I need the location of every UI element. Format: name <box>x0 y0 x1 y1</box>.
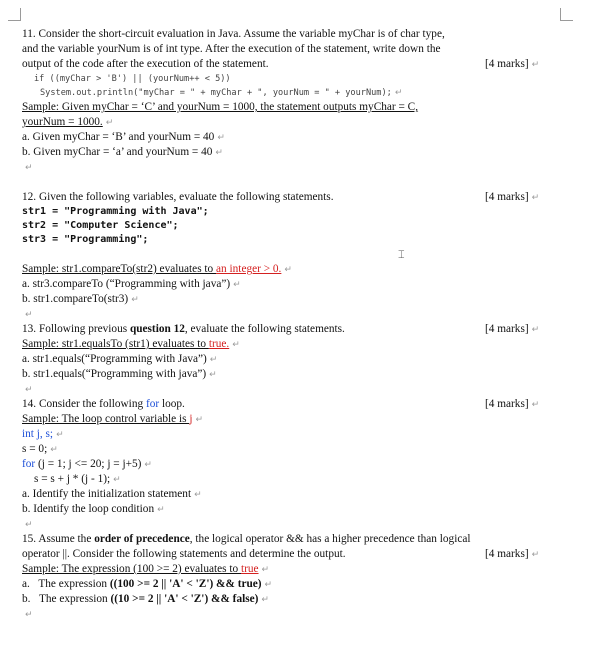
q15-sample: Sample: The expression (100 >= 2) evaluates to true ↵ <box>22 563 270 575</box>
spacer <box>22 175 552 190</box>
paragraph-mark-icon: ↵ <box>394 88 403 98</box>
paragraph-mark-icon: ↵ <box>217 133 225 143</box>
text-cursor-icon: ⌶ <box>398 248 405 261</box>
paragraph-mark-icon: ↵ <box>25 520 33 530</box>
paragraph-mark-icon: ↵ <box>50 445 58 455</box>
q12-code-line-3: str3 = "Programming"; <box>22 234 149 245</box>
paragraph-mark-icon: ↵ <box>25 310 33 320</box>
q12-code-line-1: str1 = "Programming with Java"; <box>22 206 209 217</box>
paragraph-mark-icon: ↵ <box>195 415 204 425</box>
paragraph-mark-icon: ↵ <box>261 595 269 605</box>
q14-code-line-4: s = s + j * (j - 1); ↵ <box>34 473 121 485</box>
document-body <box>22 27 552 622</box>
q12-sample: Sample: str1.compareTo(str2) evaluates to an integer > 0. ↵ <box>22 263 292 275</box>
paragraph-mark-icon: ↵ <box>531 400 540 410</box>
q14-part-b: b. Identify the loop condition ↵ <box>22 503 165 515</box>
q12-part-b: b. str1.compareTo(str3) ↵ <box>22 293 139 305</box>
paragraph-mark-icon: ↵ <box>25 610 33 620</box>
q14-code-line-1: int j, s; ↵ <box>22 428 64 440</box>
q14-code-line-3: for (j = 1; j <= 20; j = j+5) ↵ <box>22 458 152 470</box>
paragraph-mark-icon: ↵ <box>25 385 33 395</box>
page-corner-mark-right <box>560 8 573 21</box>
paragraph-mark-icon: ↵ <box>209 355 218 365</box>
paragraph-mark-icon: ↵ <box>25 163 33 173</box>
q13-part-a: a. str1.equals(“Programming with Java”) ↵ <box>22 353 218 365</box>
q11-code-line-1: if ((myChar > 'B') || (yourNum++ < 5)) <box>34 74 231 84</box>
paragraph-mark-icon: ↵ <box>105 118 114 128</box>
q11-marks: [4 marks] ↵ <box>485 58 540 70</box>
q14-sample: Sample: The loop control variable is j ↵ <box>22 413 204 425</box>
q11-part-a: a. Given myChar = ‘B’ and yourNum = 40 ↵ <box>22 131 225 143</box>
empty-paragraph <box>22 607 552 622</box>
q13-sample: Sample: str1.equalsTo (str1) evaluates to true. ↵ <box>22 338 240 350</box>
empty-paragraph <box>22 382 552 397</box>
paragraph-mark-icon: ↵ <box>215 148 223 158</box>
paragraph-mark-icon: ↵ <box>233 280 241 290</box>
paragraph-mark-icon: ↵ <box>264 580 273 590</box>
q15-part-a: a. The expression ((100 >= 2 || 'A' < 'Z') && true) ↵ <box>22 578 273 590</box>
paragraph-mark-icon: ↵ <box>209 370 217 380</box>
page-corner-mark-left <box>8 8 21 21</box>
paragraph-mark-icon: ↵ <box>531 193 540 203</box>
paragraph-mark-icon: ↵ <box>144 460 152 470</box>
paragraph-mark-icon: ↵ <box>531 325 540 335</box>
q12-code-line-2: str2 = "Computer Science"; <box>22 220 179 231</box>
blank-line <box>22 247 552 262</box>
q11-line-3-text: output of the code after the execution of the statement. <box>22 58 269 70</box>
empty-paragraph <box>22 160 552 175</box>
paragraph-mark-icon: ↵ <box>113 475 121 485</box>
q15-marks: [4 marks] ↵ <box>485 548 540 560</box>
paragraph-mark-icon: ↵ <box>261 565 270 575</box>
q11-line-2: and the variable yourNum is of int type. After the execution of the statement, write down the <box>22 43 441 55</box>
q11-sample-line-2: yourNum = 1000. ↵ <box>22 116 114 128</box>
q11-sample-line-1: Sample: Given myChar = ‘C’ and yourNum = 1000, the statement outputs myChar = C, <box>22 101 419 113</box>
paragraph-mark-icon: ↵ <box>56 430 64 440</box>
q13-marks: [4 marks] ↵ <box>485 323 540 335</box>
q11-code-line-2: System.out.println("myChar = " + myChar + ", yourNum = " + yourNum); ↵ <box>40 88 403 98</box>
paragraph-mark-icon: ↵ <box>531 60 540 70</box>
paragraph-mark-icon: ↵ <box>232 340 240 350</box>
q13-part-b: b. str1.equals(“Programming with java”) ↵ <box>22 368 217 380</box>
q12-intro: 12. Given the following variables, evaluate the following statements. [4 marks] ↵ <box>22 190 552 205</box>
paragraph-mark-icon: ↵ <box>284 265 292 275</box>
q14-intro: 14. Consider the following for loop. [4 marks] ↵ <box>22 397 552 412</box>
q15-line-2: operator ||. Consider the following statements and determine the output. [4 marks] ↵ <box>22 547 552 562</box>
q15-line-1: 15. Assume the order of precedence, the logical operator && has a higher precedence than logical <box>22 533 471 545</box>
q14-code-line-2: s = 0; ↵ <box>22 443 58 455</box>
q13-intro: 13. Following previous question 12, evaluate the following statements. [4 marks] ↵ <box>22 322 552 337</box>
q12-part-a: a. str3.compareTo (“Programming with java”) ↵ <box>22 278 241 290</box>
q11-part-b: b. Given myChar = ‘a’ and yourNum = 40 ↵ <box>22 146 223 158</box>
q11-line-1: 11. Consider the short-circuit evaluation in Java. Assume the variable myChar is of char type, <box>22 28 445 40</box>
q12-marks: [4 marks] ↵ <box>485 191 540 203</box>
paragraph-mark-icon: ↵ <box>531 550 540 560</box>
empty-paragraph <box>22 517 552 532</box>
paragraph-mark-icon: ↵ <box>194 490 202 500</box>
q15-part-b: b. The expression ((10 >= 2 || 'A' < 'Z') && false) ↵ <box>22 593 269 605</box>
paragraph-mark-icon: ↵ <box>131 295 139 305</box>
q11-line-3 <box>22 57 552 72</box>
q14-marks: [4 marks] ↵ <box>485 398 540 410</box>
empty-paragraph <box>22 307 552 322</box>
q14-part-a: a. Identify the initialization statement ↵ <box>22 488 202 500</box>
paragraph-mark-icon: ↵ <box>157 505 165 515</box>
